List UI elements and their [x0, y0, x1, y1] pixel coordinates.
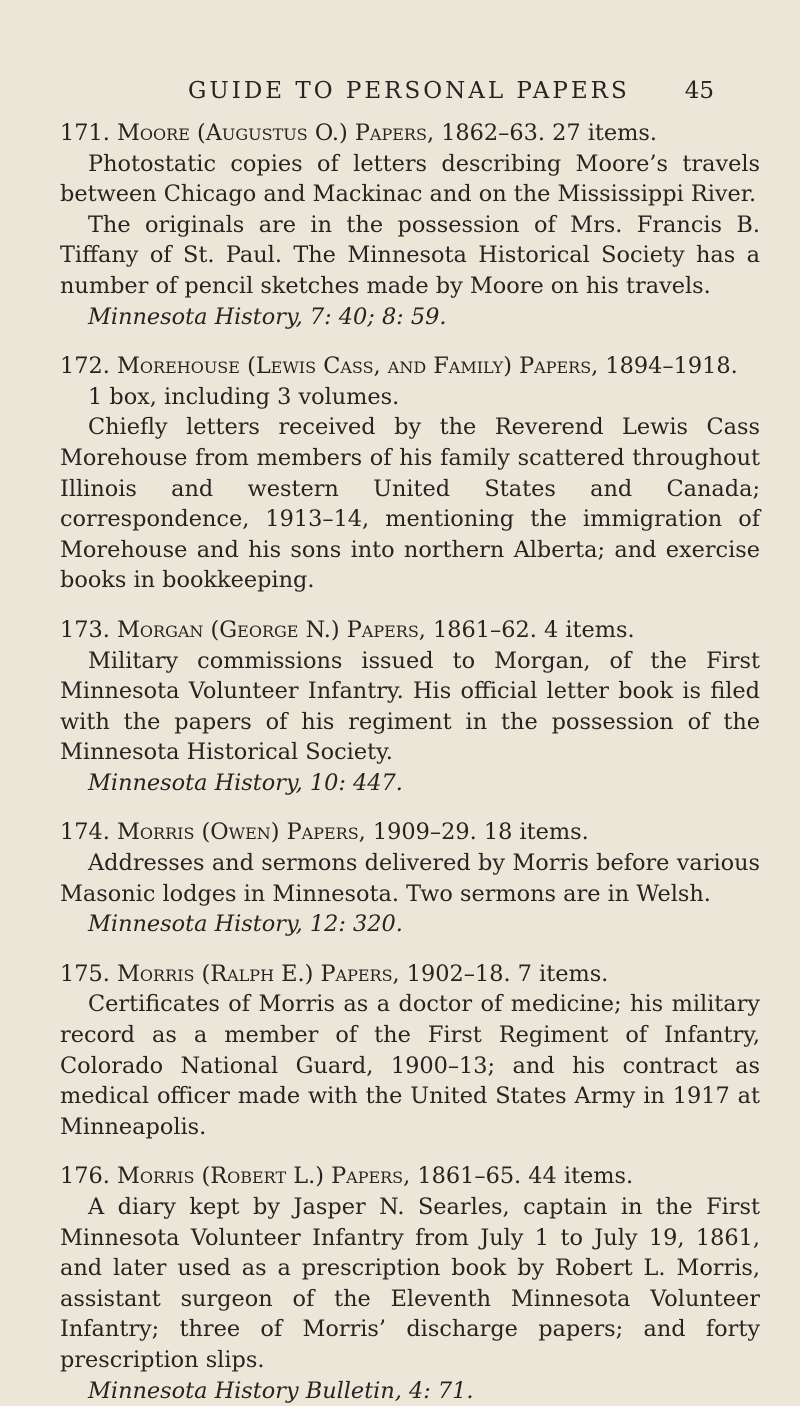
entry-given-name: (Ralph E.) Papers, — [201, 960, 400, 987]
entry-given-name: (Robert L.) Papers, — [201, 1163, 411, 1190]
entry-number: 174. — [60, 819, 110, 846]
entry-meta: 1894–1918. — [605, 353, 738, 380]
entry-list — [60, 118, 760, 1406]
entry-name: Morehouse — [116, 353, 240, 380]
entry-description: The originals are in the possession of Mrs. Francis B. Tiffany of St. Paul. The Minnesota Historical Society has a number of pencil sketches made by Moore on his travels. — [60, 211, 760, 299]
entry-number: 173. — [60, 616, 110, 643]
entry-description: Chiefly letters received by the Reverend Lewis Cass Morehouse from members of his family scattered throughout Illinois and western United States and Canada; correspondence, 1913–14, mentioning the immigration of Morehouse and his sons into northern Alberta; and exercise books in bookkeeping. — [60, 414, 760, 594]
entry — [60, 1161, 760, 1406]
entry-number: 175. — [60, 960, 110, 987]
entry — [60, 817, 760, 939]
entry-number: 171. — [60, 120, 110, 146]
entry-citation: Minnesota History, 7: 40; 8: 59. — [88, 303, 447, 330]
entry — [60, 959, 760, 1143]
entry-heading — [60, 351, 760, 382]
entry-given-name: (Augustus O.) Papers, — [197, 120, 435, 146]
entry-citation: Minnesota History, 12: 320. — [88, 911, 403, 938]
entry-name: Morris — [116, 1163, 195, 1190]
entry-name: Morris — [116, 960, 195, 987]
entry-name: Moore — [116, 120, 190, 146]
entry-meta: 1862–63. 27 items. — [441, 120, 657, 146]
entry-meta: 1861–62. 4 items. — [433, 616, 635, 643]
entry-meta: 1861–65. 44 items. — [417, 1163, 634, 1190]
entry-extent: 1 box, including 3 volumes. — [88, 383, 400, 410]
entry-given-name: (Owen) Papers, — [201, 819, 366, 846]
entry-heading — [60, 118, 760, 149]
entry-meta: 1902–18. 7 items. — [406, 960, 609, 987]
entry-description: Military commissions issued to Morgan, of the First Minnesota Volunteer Infantry. His official letter book is filed with the papers of his regiment in the possession of the Minnesota Historical Society. — [60, 647, 760, 766]
entry-description: A diary kept by Jasper N. Searles, captain in the First Minnesota Volunteer Infantry from July 1 to July 19, 1861, and later used as a prescription book by Robert L. Morris, assistant surgeon of the Eleventh Minnesota Volunteer Infantry; three of Morris’ discharge papers; and forty prescription slips. — [60, 1194, 760, 1373]
entry — [60, 615, 760, 799]
entry-heading — [60, 959, 760, 990]
entry-given-name: (Lewis Cass, and Family) Papers, — [247, 353, 599, 380]
entry-description: Addresses and sermons delivered by Morris before various Masonic lodges in Minnesota. Two sermons are in Welsh. — [60, 850, 760, 907]
entry-name: Morris — [116, 819, 195, 846]
running-head-title: GUIDE TO PERSONAL PAPERS — [188, 78, 630, 104]
entry-meta: 1909–29. 18 items. — [372, 819, 589, 846]
entry-heading — [60, 817, 760, 848]
entry-description: Photostatic copies of letters describing Moore’s travels between Chicago and Mackinac and on the Mississippi River. — [60, 150, 760, 208]
entry-citation: Minnesota History Bulletin, 4: 71. — [88, 1377, 474, 1404]
entry-heading — [60, 1161, 760, 1192]
entry-name: Morgan — [116, 616, 204, 643]
running-head — [188, 78, 714, 104]
entry-given-name: (George N.) Papers, — [210, 616, 426, 643]
page-number: 45 — [684, 78, 714, 104]
entry — [60, 118, 760, 332]
entry-citation: Minnesota History, 10: 447. — [88, 769, 403, 796]
entry-number: 172. — [60, 353, 110, 380]
entry-number: 176. — [60, 1163, 110, 1190]
entry — [60, 351, 760, 596]
entry-description: Certificates of Morris as a doctor of medicine; his military record as a member of the First Regiment of Infantry, Colorado National Guard, 1900–13; and his contract as medical officer made with the United States Army in 1917 at Minneapolis. — [60, 991, 760, 1140]
entry-heading — [60, 615, 760, 646]
